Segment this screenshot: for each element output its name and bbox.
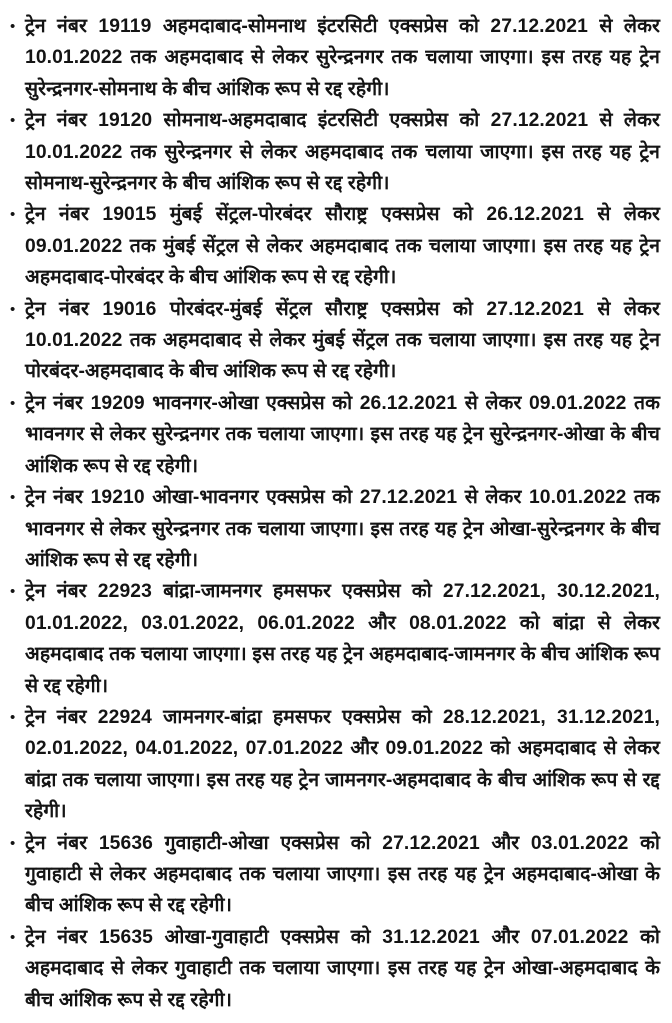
- bullet-icon: •: [10, 394, 16, 412]
- train-cancellation-item: [10, 388, 660, 482]
- bullet-icon: •: [10, 300, 16, 318]
- train-cancellation-text: ट्रेन नंबर 19015 मुंबई सेंट्रल-पोरबंदर सौराष्ट्र एक्सप्रेस को 26.12.2021 से लेकर 09.01.2022 तक मुंबई सेंट्रल से लेकर अहमदाबाद तक चलाया जाएगा। इस तरह यह ट्रेन अहमदाबाद-पोरबंदर के बीच आंशिक रूप से रद्द रहेगी।: [25, 204, 660, 289]
- train-cancellation-text: ट्रेन नंबर 19210 ओखा-भावनगर एक्सप्रेस को 27.12.2021 से लेकर 10.01.2022 तक भावनगर से लेकर सुरेन्द्रनगर तक चलाया जाएगा। इस तरह यह ट्रेन ओखा-सुरेन्द्रनगर के बीच आंशिक रूप से रद्द रहेगी।: [25, 487, 660, 571]
- bullet-icon: •: [10, 928, 16, 946]
- bullet-icon: •: [10, 206, 16, 224]
- train-cancellation-item: [10, 828, 660, 922]
- bullet-icon: •: [10, 18, 16, 35]
- train-cancellation-list: [10, 11, 660, 1016]
- train-cancellation-item: [10, 11, 660, 105]
- train-cancellation-item: [10, 576, 660, 702]
- train-cancellation-item: [10, 294, 660, 388]
- bullet-icon: •: [10, 834, 16, 852]
- train-cancellation-item: [10, 482, 660, 576]
- bullet-icon: •: [10, 489, 16, 507]
- train-cancellation-item: [10, 922, 660, 1016]
- train-cancellation-text: ट्रेन नंबर 19209 भावनगर-ओखा एक्सप्रेस को 26.12.2021 से लेकर 09.01.2022 तक भावनगर से लेकर सुरेन्द्रनगर तक चलाया जाएगा। इस तरह यह ट्रेन सुरेन्द्रनगर-ओखा के बीच आंशिक रूप से रद्द रहेगी।: [25, 392, 660, 477]
- train-cancellation-text: ट्रेन नंबर 22923 बांद्रा-जामनगर हमसफर एक्सप्रेस को 27.12.2021, 30.12.2021, 01.01.2022, 03.01.2022, 06.01.2022 और 08.01.2022 को बांद्रा से लेकर अहमदाबाद तक चलाया जाएगा। इस तरह यह ट्रेन अहमदाबाद-जामनगर के बीच आंशिक रूप से रद्द रहेगी।: [25, 581, 660, 697]
- bullet-icon: •: [10, 708, 16, 726]
- bullet-icon: •: [10, 583, 16, 601]
- train-cancellation-item: [10, 702, 660, 828]
- train-cancellation-text: ट्रेन नंबर 19016 पोरबंदर-मुंबई सेंट्रल सौराष्ट्र एक्सप्रेस को 27.12.2021 से लेकर 10.01.2022 तक अहमदाबाद से लेकर मुंबई सेंट्रल तक चलाया जाएगा। इस तरह यह ट्रेन पोरबंदर-अहमदाबाद के बीच आंशिक रूप से रद्द रहेगी।: [25, 298, 660, 383]
- train-cancellation-item: [10, 105, 660, 199]
- train-cancellation-text: ट्रेन नंबर 19119 अहमदाबाद-सोमनाथ इंटरसिटी एक्सप्रेस को 27.12.2021 से लेकर 10.01.2022 तक अहमदाबाद से लेकर सुरेन्द्रनगर तक चलाया जाएगा। इस तरह यह ट्रेन सुरेन्द्रनगर-सोमनाथ के बीच आंशिक रूप से रद्द रहेगी।: [25, 16, 660, 100]
- train-cancellation-text: ट्रेन नंबर 19120 सोमनाथ-अहमदाबाद इंटरसिटी एक्सप्रेस को 27.12.2021 से लेकर 10.01.2022 तक सुरेन्द्रनगर से लेकर अहमदाबाद तक चलाया जाएगा। इस तरह यह ट्रेन सोमनाथ-सुरेन्द्रनगर के बीच आंशिक रूप से रद्द रहेगी।: [25, 110, 660, 195]
- train-cancellation-text: ट्रेन नंबर 15635 ओखा-गुवाहाटी एक्सप्रेस को 31.12.2021 और 07.01.2022 को अहमदाबाद से लेकर गुवाहाटी तक चलाया जाएगा। इस तरह यह ट्रेन ओखा-अहमदाबाद के बीच आंशिक रूप से रद्द रहेगी।: [25, 926, 660, 1011]
- train-cancellation-text: ट्रेन नंबर 15636 गुवाहाटी-ओखा एक्सप्रेस को 27.12.2021 और 03.01.2022 को गुवाहाटी से लेकर अहमदाबाद तक चलाया जाएगा। इस तरह यह ट्रेन अहमदाबाद-ओखा के बीच आंशिक रूप से रद्द रहेगी।: [25, 832, 660, 917]
- bullet-icon: •: [10, 112, 16, 130]
- train-cancellation-item: [10, 199, 660, 293]
- train-cancellation-text: ट्रेन नंबर 22924 जामनगर-बांद्रा हमसफर एक्सप्रेस को 28.12.2021, 31.12.2021, 02.01.2022, 04.01.2022, 07.01.2022 और 09.01.2022 को अहमदाबाद से लेकर बांद्रा तक चलाया जाएगा। इस तरह यह ट्रेन जामनगर-अहमदाबाद के बीच आंशिक रूप से रद्द रहेगी।: [25, 706, 660, 823]
